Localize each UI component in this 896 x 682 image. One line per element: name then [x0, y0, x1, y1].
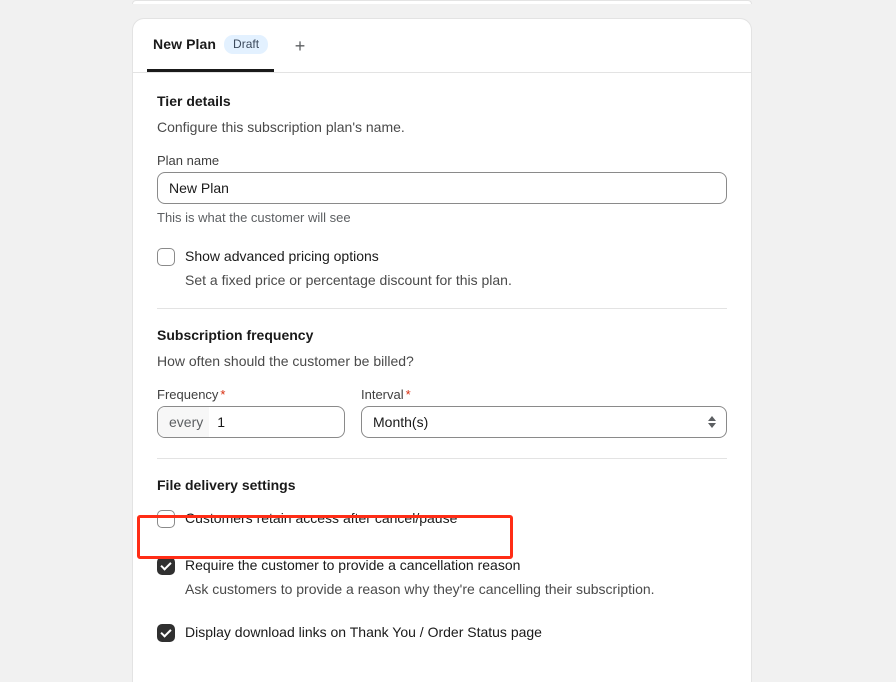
plan-name-help: This is what the customer will see	[157, 210, 351, 225]
tab-bar	[133, 19, 751, 73]
cancellation-reason-row[interactable]	[157, 556, 727, 575]
advanced-pricing-sublabel: Set a fixed price or percentage discount for this plan.	[185, 272, 512, 288]
advanced-pricing-checkbox[interactable]	[157, 248, 175, 266]
card-top-edge	[132, 0, 752, 4]
tier-details-title: Tier details	[157, 93, 231, 109]
advanced-pricing-label: Show advanced pricing options	[185, 248, 379, 264]
card-body	[133, 73, 751, 642]
tab-new-plan-label: New Plan	[153, 36, 217, 52]
retain-access-row[interactable]	[157, 509, 727, 528]
cancellation-reason-sublabel: Ask customers to provide a reason why they're cancelling their subscription.	[185, 581, 655, 597]
retain-access-checkbox[interactable]	[157, 510, 175, 528]
interval-select-wrapper	[361, 406, 727, 438]
subscription-frequency-help: How often should the customer be billed?	[157, 353, 414, 369]
add-tab-icon[interactable]: +	[294, 35, 306, 56]
plan-name-input[interactable]	[157, 172, 727, 204]
download-links-label: Display download links on Thank You / Order Status page	[185, 624, 542, 640]
plan-editor-card	[132, 18, 752, 682]
frequency-field	[157, 387, 345, 438]
frequency-prefix-label: every	[158, 407, 209, 437]
frequency-input-wrapper[interactable]	[157, 406, 345, 438]
frequency-input[interactable]	[209, 407, 345, 437]
frequency-label	[157, 387, 345, 402]
advanced-pricing-row[interactable]	[157, 247, 727, 266]
tier-details-help: Configure this subscription plan's name.	[157, 119, 405, 135]
interval-select[interactable]: Month(s)	[361, 406, 727, 438]
frequency-label-text: Frequency	[157, 387, 219, 402]
subscription-frequency-title: Subscription frequency	[157, 327, 314, 343]
cancellation-reason-label: Require the customer to provide a cancellation reason	[185, 557, 521, 573]
tab-new-plan-status-badge: Draft	[224, 35, 268, 54]
frequency-interval-row	[157, 387, 727, 438]
file-delivery-title: File delivery settings	[157, 477, 296, 493]
interval-label	[361, 387, 727, 402]
download-links-row[interactable]	[157, 623, 727, 642]
frequency-required-marker: *	[220, 387, 226, 402]
tab-new-plan[interactable]	[147, 19, 274, 72]
interval-label-text: Interval	[361, 387, 404, 402]
divider-2	[157, 458, 727, 459]
interval-required-marker: *	[405, 387, 411, 402]
divider-1	[157, 308, 727, 309]
cancellation-reason-checkbox[interactable]	[157, 557, 175, 575]
download-links-checkbox[interactable]	[157, 624, 175, 642]
plan-name-label: Plan name	[157, 153, 220, 168]
interval-field	[361, 387, 727, 438]
retain-access-label: Customers retain access after cancel/pause	[185, 510, 458, 526]
